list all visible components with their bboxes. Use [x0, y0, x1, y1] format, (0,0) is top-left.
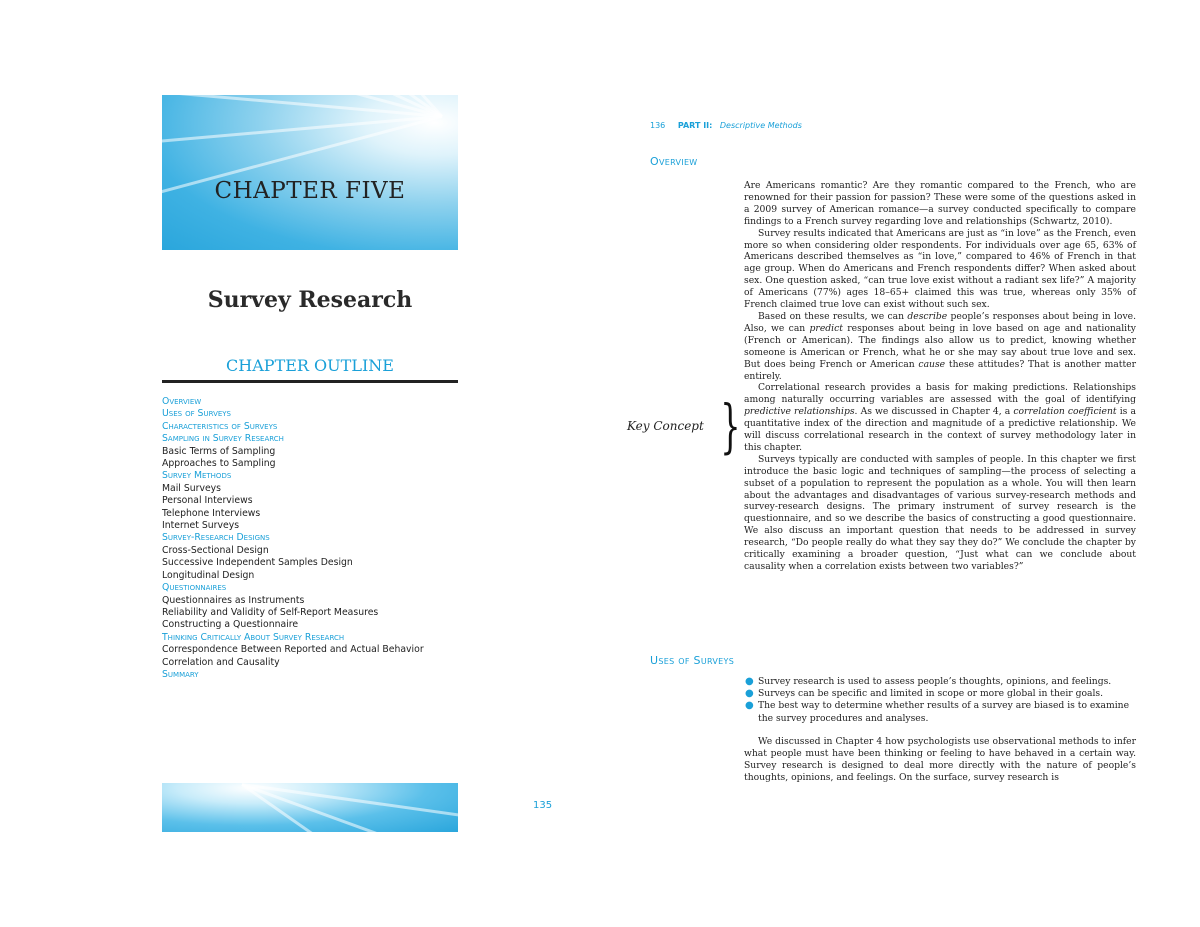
- chapter-banner-image: [162, 95, 458, 250]
- outline-section: Sampling in Survey Research: [162, 433, 284, 445]
- outline-subsection: Basic Terms of Sampling: [162, 445, 276, 457]
- text-run: Based on these results, we can: [758, 310, 908, 322]
- text-run: Correlational research provides a basis for making predictions. Relationships among naturally occurring variables are assessed with the goal of identifying: [744, 382, 1136, 406]
- bullet-text: Survey research is used to assess people’s thoughts, opinions, and feelings.: [758, 676, 1112, 687]
- chapter-title: Survey Research: [207, 287, 413, 313]
- uses-body: [744, 736, 1136, 784]
- overview-body: [744, 180, 1136, 573]
- outline-section: Characteristics of Surveys: [162, 420, 278, 432]
- uses-heading: Uses of Surveys: [650, 654, 735, 667]
- running-head-part: PART II:: [677, 121, 713, 130]
- outline-section: Survey Methods: [162, 470, 232, 482]
- outline-subsection: Correlation and Causality: [162, 656, 280, 668]
- overview-paragraph: [744, 382, 1136, 453]
- overview-paragraph: [744, 180, 1136, 228]
- text-run: these attitudes? That is another matter entirely.: [744, 358, 1136, 382]
- outline-section: Thinking Critically About Survey Research: [162, 631, 345, 643]
- outline-subsection: Reliability and Validity of Self-Report Measures: [162, 606, 379, 618]
- text-run: Are Americans romantic? Are they romantic compared to the French, who are renowned for their passion for passion? These were some of the questions asked in a 2009 survey of American romance—a survey conducted specifically to compare findings to a French survey regarding love and relationships (Schwartz, 2010).: [744, 180, 1136, 227]
- outline-subsection: Cross-Sectional Design: [162, 544, 269, 556]
- bullet-item: [744, 688, 1144, 700]
- outline-subsection: Internet Surveys: [162, 520, 240, 532]
- outline-section: Questionnaires: [162, 582, 227, 594]
- bullet-icon: ●: [745, 688, 754, 700]
- chapter-outline: [162, 396, 462, 681]
- outline-section: Overview: [162, 396, 202, 407]
- page-number: 135: [533, 800, 553, 811]
- overview-paragraph: [744, 454, 1136, 573]
- outline-section: Summary: [162, 668, 199, 680]
- emphasized-term: cause: [918, 358, 946, 370]
- outline-subsection: Mail Surveys: [162, 482, 222, 494]
- uses-bullet-list: [744, 676, 1144, 725]
- overview-paragraph: [744, 228, 1136, 311]
- outline-subsection: Successive Independent Samples Design: [162, 557, 353, 569]
- bullet-item: [744, 676, 1144, 688]
- outline-subsection: Approaches to Sampling: [162, 458, 276, 470]
- outline-divider: [162, 380, 458, 383]
- emphasized-term: predict: [809, 322, 843, 334]
- emphasized-term: predictive relationships: [744, 406, 855, 418]
- running-head: [650, 121, 802, 130]
- overview-heading: Overview: [650, 155, 698, 168]
- outline-subsection: Constructing a Questionnaire: [162, 619, 299, 631]
- emphasized-term: correlation coefficient: [1013, 406, 1117, 418]
- text-run: Survey results indicated that Americans are just as “in love” as the French, even more so when considering older respondents. For individuals over age 65, 63% of Americans described themselves as “in love,” compared to 46% of French in that age group. When do Americans and French respondents differ? When asked about sex. One question asked, “can true love exist without a radiant sex life?” A majority of Americans (77%) ages 18–65+ claimed this was true, whereas only 35% of French claimed true love can exist without such sex.: [744, 227, 1136, 311]
- text-run: is a quantitative index of the direction and magnitude of a predictive relationship. We will discuss correlational research in the context of survey methodology later in this chapter.: [744, 406, 1136, 453]
- key-concept-label: Key Concept: [627, 419, 704, 433]
- outline-subsection: Telephone Interviews: [162, 507, 261, 519]
- bullet-icon: ●: [745, 676, 754, 687]
- outline-subsection: Longitudinal Design: [162, 569, 255, 581]
- uses-paragraph: We discussed in Chapter 4 how psychologists use observational methods to infer what people must have been thinking or feeling to have behaved in a certain way. Survey research is designed to deal more directly with the nature of people’s thoughts, opinions, and feelings. On the surface, survey research is: [744, 736, 1136, 783]
- chapter-label: CHAPTER FIVE: [214, 178, 406, 204]
- emphasized-term: describe: [907, 310, 948, 322]
- text-run: Surveys typically are conducted with samples of people. In this chapter we first introduce the basic logic and techniques of sampling—the process of selecting a subset of a population to represent the population as a whole. You will then learn about the advantages and disadvantages of various survey-research methods and survey-research designs. The primary instrument of survey research is the questionnaire, and so we describe the basics of constructing a good questionnaire. We also discuss an important question that needs to be addressed in survey research, “Do people really do what they say they do?” We conclude the chapter by critically examining a broader question, “Just what can we conclude about causality when a correlation exists between two variables?”: [744, 453, 1136, 572]
- bullet-text: The best way to determine whether results of a survey are biased is to examine the survey procedures and analyses.: [758, 700, 1130, 724]
- text-run: responses about being in love based on age and nationality (French or American). The findings also allow us to predict, knowing whether someone is American or French, what he or she may say about true love and sex. But does being French or American: [744, 322, 1136, 370]
- brace-icon: }: [720, 392, 741, 460]
- outline-subsection: Correspondence Between Reported and Actual Behavior: [162, 644, 424, 656]
- outline-heading: CHAPTER OUTLINE: [226, 356, 394, 375]
- text-run: people’s responses about being in love. Also, we can: [744, 310, 1137, 334]
- overview-paragraph: [744, 311, 1136, 382]
- bullet-text: Surveys can be specific and limited in scope or more global in their goals.: [758, 688, 1104, 700]
- outline-subsection: Questionnaires as Instruments: [162, 594, 305, 606]
- bullet-icon: ●: [745, 700, 754, 712]
- bullet-item: [744, 700, 1144, 724]
- outline-section: Uses of Surveys: [162, 408, 231, 420]
- text-run: . As we discussed in Chapter 4, a: [854, 406, 1014, 418]
- footer-banner-image: [162, 783, 458, 832]
- running-head-title: Descriptive Methods: [719, 121, 802, 130]
- outline-subsection: Personal Interviews: [162, 495, 253, 507]
- running-head-page-number: 136: [650, 121, 666, 130]
- outline-section: Survey-Research Designs: [162, 532, 270, 544]
